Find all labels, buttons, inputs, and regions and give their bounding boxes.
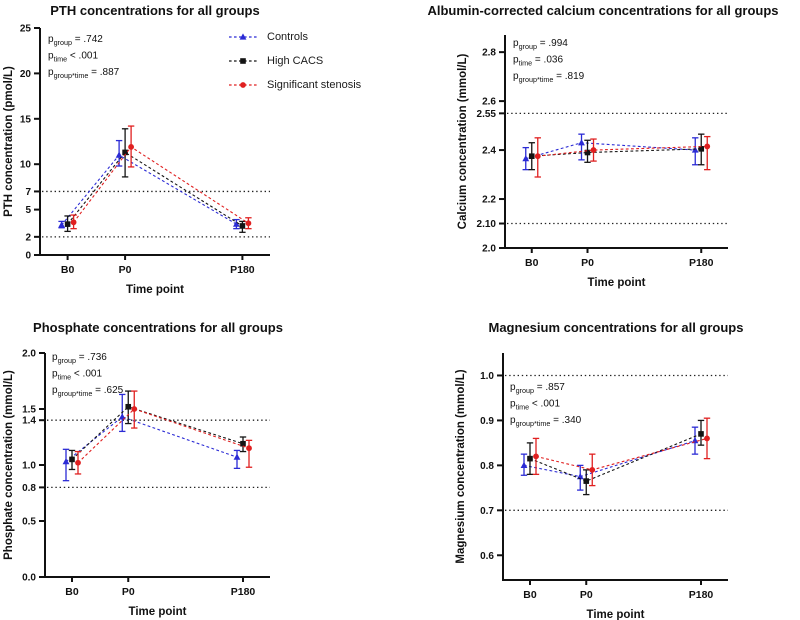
y-axis-label: PTH concentration (pmol/L) [3, 66, 15, 217]
y-tick-label: 2.10 [476, 219, 496, 231]
data-point-significant_stenosis [591, 147, 597, 153]
y-tick-label: 5 [25, 205, 31, 217]
chart-title: PTH concentrations for all groups [50, 3, 260, 18]
legend-item-high_cacs [228, 52, 361, 69]
y-tick-label: 0.7 [480, 505, 494, 517]
series-line-significant_stenosis [536, 438, 707, 469]
series-line-significant_stenosis [74, 147, 249, 223]
y-tick-label: 1.0 [480, 370, 494, 382]
data-point-controls [578, 139, 585, 145]
x-tick-label: P180 [688, 257, 714, 269]
stats-line: $p_{group*time} = .625$ [52, 385, 124, 398]
triangle-legend-marker-icon [228, 31, 258, 43]
data-point-controls [58, 221, 65, 227]
data-point-significant_stenosis [533, 453, 539, 459]
stats-line: $p_{group*time} = .887$ [48, 67, 120, 80]
y-tick-label: 7 [25, 186, 31, 198]
x-tick-label: B0 [65, 586, 79, 598]
legend-item-controls [228, 28, 361, 45]
series-line-high_cacs [68, 152, 243, 226]
y-axis-label: Phosphate concentration (mmol/L) [3, 370, 15, 560]
data-point-significant_stenosis [704, 143, 710, 149]
data-point-significant_stenosis [704, 436, 710, 442]
data-point-high_cacs [65, 221, 71, 227]
panel-magnesium [400, 310, 800, 620]
phosphate-chart [0, 310, 400, 620]
x-tick-label: B0 [523, 589, 537, 601]
stats-line: $p_{time} < .001$ [48, 50, 99, 64]
data-point-high_cacs [698, 431, 704, 437]
x-tick-label: P0 [581, 257, 594, 269]
y-tick-label: 2.8 [482, 47, 496, 59]
y-tick-label: 0.9 [480, 415, 494, 427]
legend [228, 28, 361, 93]
y-tick-label: 2.0 [482, 243, 496, 255]
data-point-high_cacs [125, 404, 131, 410]
stats-line: $p_{time} < .001$ [510, 398, 561, 412]
x-tick-label: P0 [118, 264, 132, 276]
stats-line: $p_{group} = .857$ [510, 382, 565, 395]
chart-title: Albumin-corrected calcium concentrations for all groups [427, 3, 779, 18]
y-axis-label: Calcium concentration (mmol/L) [457, 53, 469, 230]
stats-line: $p_{group*time} = .819$ [513, 71, 585, 84]
x-tick-label: P180 [688, 589, 714, 601]
data-point-significant_stenosis [75, 460, 81, 466]
legend-marker [240, 58, 246, 64]
data-point-high_cacs [583, 478, 589, 484]
x-tick-label: P0 [579, 589, 593, 601]
data-point-high_cacs [69, 457, 75, 463]
y-tick-label: 2.6 [482, 96, 496, 108]
y-tick-label: 2.2 [482, 194, 496, 206]
stats-line: $p_{group} = .994$ [513, 38, 568, 51]
y-tick-label: 0.0 [22, 572, 36, 584]
x-axis-label: Time point [128, 606, 187, 618]
stats-line: $p_{group*time} = .340$ [510, 415, 582, 428]
series-line-controls [66, 417, 237, 462]
y-tick-label: 2.55 [476, 108, 496, 120]
x-axis-label: Time point [126, 284, 184, 296]
y-tick-label: 20 [19, 68, 31, 80]
y-axis-label: Magnesium concentration (mmol/L) [455, 369, 467, 564]
data-point-controls [234, 454, 241, 460]
data-point-controls [63, 458, 70, 464]
y-tick-label: 0 [25, 250, 31, 262]
data-point-significant_stenosis [535, 153, 541, 159]
data-point-high_cacs [527, 456, 533, 462]
data-point-controls [116, 152, 123, 158]
y-tick-label: 2.0 [22, 348, 36, 360]
x-tick-label: B0 [525, 257, 539, 269]
y-tick-label: 1.4 [22, 415, 36, 427]
legend-item-significant_stenosis [228, 76, 361, 93]
data-point-significant_stenosis [246, 445, 252, 451]
x-tick-label: P180 [230, 264, 255, 276]
y-tick-label: 0.8 [22, 482, 36, 494]
series-line-controls [62, 155, 237, 225]
chart-title: Phosphate concentrations for all groups [33, 320, 283, 335]
data-point-significant_stenosis [128, 144, 134, 150]
y-tick-label: 15 [19, 114, 31, 126]
series-line-high_cacs [72, 407, 243, 460]
chart-title: Magnesium concentrations for all groups [488, 320, 744, 335]
data-point-high_cacs [240, 223, 246, 229]
legend-label: High CACS [267, 54, 324, 67]
legend-label: Controls [267, 30, 308, 43]
data-point-significant_stenosis [71, 219, 77, 225]
panel-phosphate [0, 310, 400, 620]
x-tick-label: P180 [230, 586, 256, 598]
legend-marker [240, 82, 246, 88]
panel-calcium [400, 0, 800, 310]
x-axis-label: Time point [586, 609, 645, 620]
data-point-high_cacs [529, 153, 535, 159]
stats-line: $p_{time} < .001$ [52, 368, 103, 382]
y-tick-label: 0.6 [480, 550, 494, 562]
series-line-significant_stenosis [78, 409, 249, 463]
y-tick-label: 2 [25, 232, 31, 244]
stats-line: $p_{group} = .742$ [48, 34, 103, 47]
series-line-controls [526, 143, 695, 159]
square-legend-marker-icon [228, 55, 258, 67]
y-tick-label: 1.0 [22, 460, 36, 472]
data-point-significant_stenosis [246, 220, 252, 226]
legend-label: Significant stenosis [267, 78, 362, 91]
series-line-high_cacs [530, 434, 701, 481]
x-axis-label: Time point [587, 277, 646, 289]
y-tick-label: 2.4 [482, 145, 496, 157]
x-tick-label: B0 [60, 264, 75, 276]
calcium-chart [400, 0, 800, 310]
data-point-significant_stenosis [589, 467, 595, 473]
y-tick-label: 1.5 [22, 404, 36, 416]
stats-line: $p_{group} = .736$ [52, 352, 107, 365]
y-tick-label: 10 [19, 159, 31, 171]
magnesium-chart [400, 310, 800, 620]
x-tick-label: P0 [121, 586, 135, 598]
circle-legend-marker-icon [228, 79, 258, 91]
data-point-significant_stenosis [131, 406, 137, 412]
y-tick-label: 0.8 [480, 460, 494, 472]
y-tick-label: 25 [19, 23, 31, 35]
stats-line: $p_{time} = .036$ [513, 54, 564, 68]
data-point-controls [521, 462, 528, 468]
y-tick-label: 0.5 [22, 516, 36, 528]
